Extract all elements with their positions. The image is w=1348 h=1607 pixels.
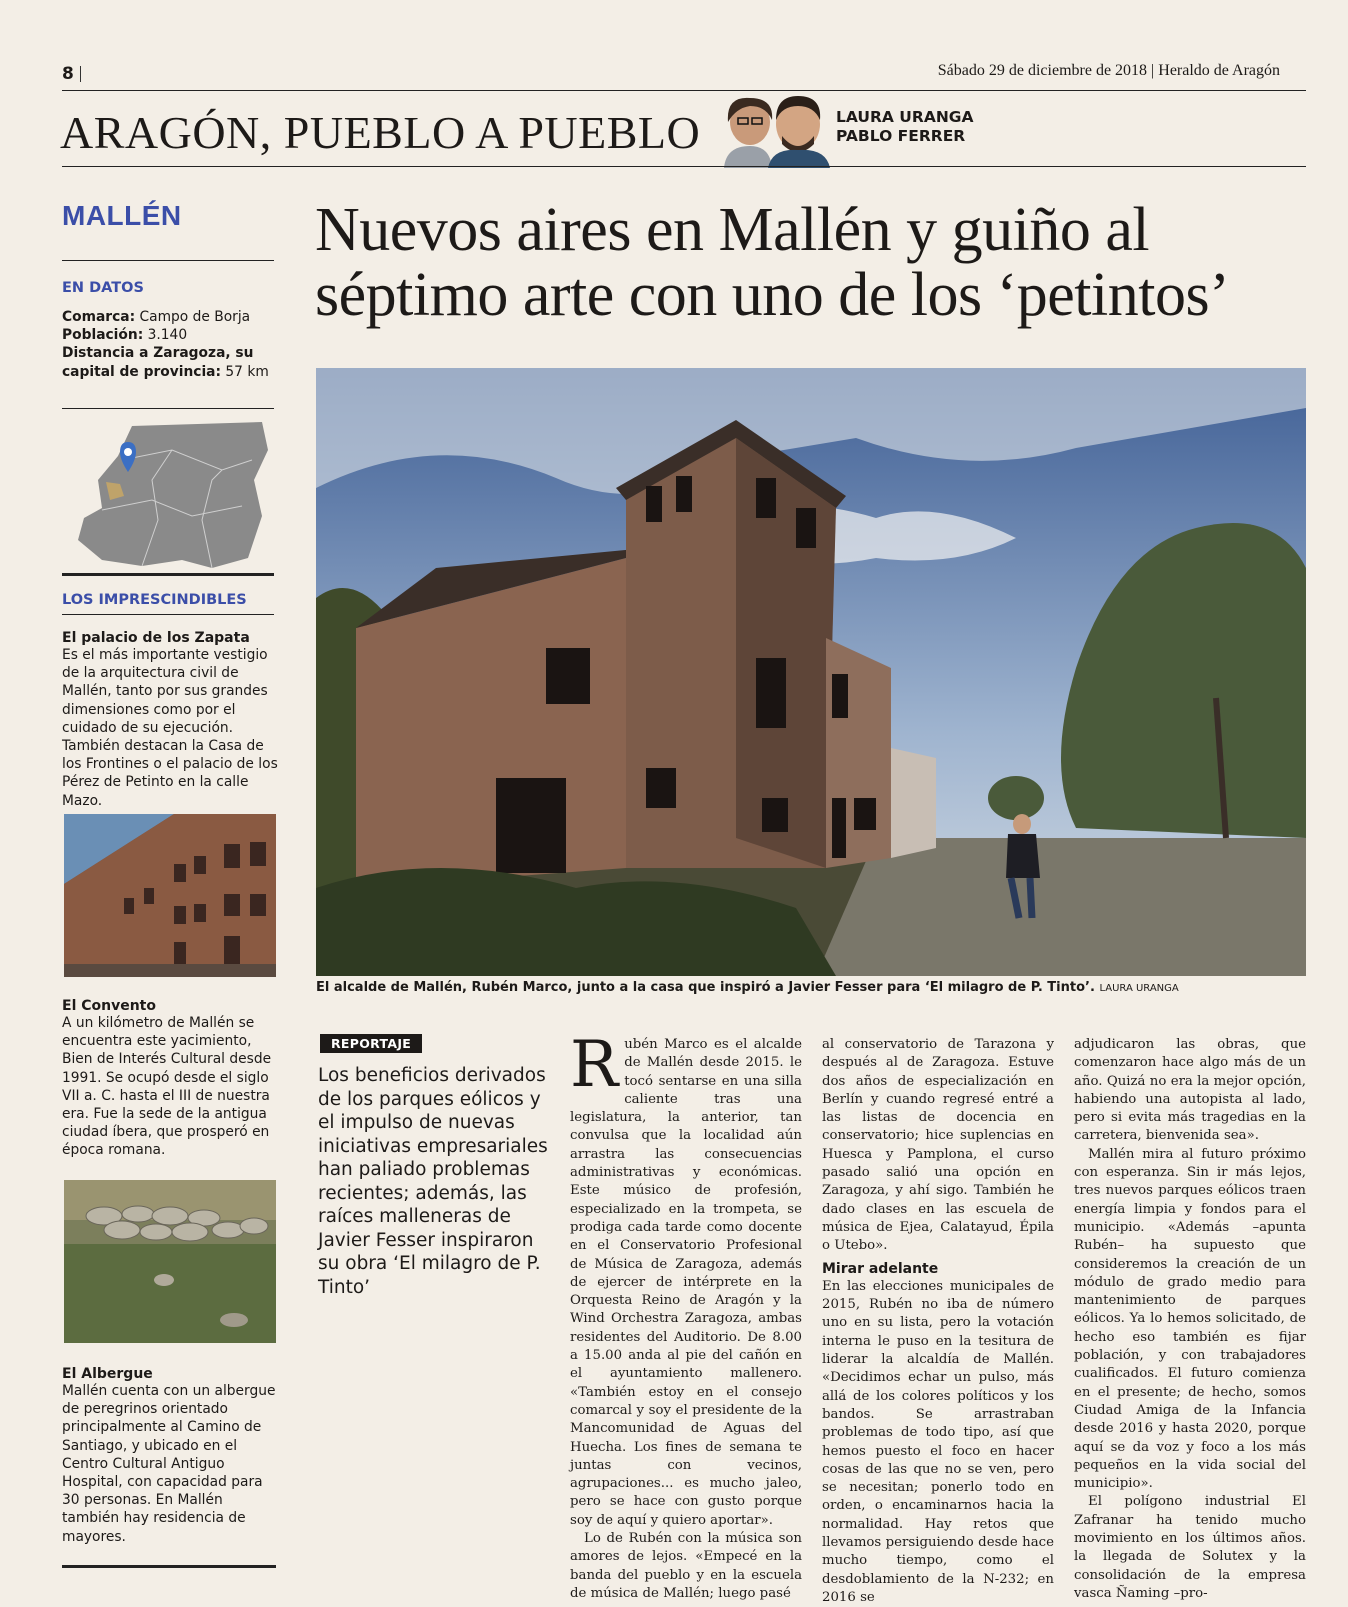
article-column-1 xyxy=(570,1028,802,1603)
paragraph: adjudicaron las obras, que comenzaron hace algo más de un año. Quizá no era la mejor opción, habiendo una autopista al lado, pero si evita más tragedias en la carretera, bienvenida sea». xyxy=(1074,1037,1306,1144)
article-column-2 xyxy=(822,1036,1054,1607)
locator-map xyxy=(62,420,276,572)
convento-photo xyxy=(64,1180,276,1343)
author-name: LAURA URANGA xyxy=(836,108,974,126)
drop-cap: R xyxy=(570,1028,619,1102)
palacio-photo xyxy=(64,814,276,977)
sidebar-item-text: Mallén cuenta con un albergue de peregrinos orientado principalmente al Camino de Santiago, y ubicado en el Centro Cultural Antiguo Hospital, con capacidad para 30 personas. En Mallén también hay residencia de mayores. xyxy=(62,1383,276,1545)
photo-credit: LAURA URANGA xyxy=(1099,983,1179,994)
datos-block xyxy=(62,308,276,381)
imprescindibles-label: LOS IMPRESCINDIBLES xyxy=(62,592,247,608)
paragraph: Lo de Rubén con la música son amores de lejos. «Empecé en la banda del pueblo y en la escuela de música de Mallén; luego pasé xyxy=(570,1531,802,1601)
comarca-value: Campo de Borja xyxy=(135,309,251,325)
section-title: ARAGÓN, PUEBLO A PUEBLO xyxy=(60,107,701,158)
headline: Nuevos aires en Mallén y guiño al séptimo arte con uno de los ‘petintos’ xyxy=(315,196,1230,329)
caption-text: El alcalde de Mallén, Rubén Marco, junto a la casa que inspiró a Javier Fesser para ‘El milagro de P. Tinto’. xyxy=(316,980,1095,995)
lead-text: Los beneficios derivados de los parques eólicos y el impulso de nuevas iniciativas empresariales han paliado problemas recientes; además, las raíces malleneras de Javier Fesser inspiraron su obra ‘El milagro de P. Tinto’ xyxy=(318,1065,548,1298)
distancia-label: Distancia a Zaragoza, su capital de provincia: xyxy=(62,345,254,380)
poblacion-value: 3.140 xyxy=(143,327,188,344)
distancia-value: 57 km xyxy=(221,363,269,380)
poblacion-label: Población: xyxy=(62,327,144,344)
comarca-label: Comarca: xyxy=(62,309,136,325)
top-rule xyxy=(62,90,1306,91)
sidebar-item xyxy=(62,1366,278,1546)
page-number: 8 xyxy=(62,64,74,84)
paragraph: En las elecciones municipales de 2015, Rubén no iba de número uno en su lista, pero la votación interna le puso en la tesitura de liderar la alcaldía de Mallén. «Decidimos echar un pulso, más allá de los colores políticos y los bandos. Se arrastraban problemas de todo tipo, así que hemos puesto el foco en hacer cosas de las que no se ven, pero se necesitan; ponerlo todo en orden, o encaminarnos hacia la normalidad. Hay retos que llevamos persiguiendo desde hace mucho tiempo, como el desdoblamiento de la N-232; en 2016 se xyxy=(822,1278,1054,1605)
main-photo xyxy=(316,368,1306,976)
section-tag: REPORTAJE xyxy=(320,1034,422,1053)
paragraph: El polígono industrial El Zafranar ha tenido mucho movimiento en los últimos años. la llegada de Solutex y la consolidación de la empresa vasca Ñaming –pro- xyxy=(1074,1494,1306,1601)
authors xyxy=(836,108,974,146)
sidebar-item-title: El Convento xyxy=(62,998,156,1014)
author-portraits xyxy=(716,94,834,168)
article-column-3 xyxy=(1074,1036,1306,1603)
photo-caption xyxy=(316,980,1179,995)
sidebar-item-title: El palacio de los Zapata xyxy=(62,630,250,646)
sidebar-bottom-rule xyxy=(62,1565,276,1568)
sidebar-item-text: Es el más importante vestigio de la arquitectura civil de Mallén, tanto por sus grandes dimensiones como por el cuidado de su ejecución. También destacan la Casa de los Frontines o el palacio de los Pérez de Petinto en la calle Mazo. xyxy=(62,647,278,809)
datos-label: EN DATOS xyxy=(62,280,144,296)
sidebar-item xyxy=(62,630,278,810)
sidebar-rule xyxy=(62,614,274,615)
sidebar-item-text: A un kilómetro de Mallén se encuentra este yacimiento, Bien de Interés Cultural desde 1991. Se ocupó desde el siglo VII a. C. hasta el III de nuestra era. Fue la sede de la antigua ciudad íbera, que prosperó en época romana. xyxy=(62,1015,272,1159)
subhead: Mirar adelante xyxy=(822,1260,939,1277)
sidebar-rule xyxy=(62,260,274,261)
author-name: PABLO FERRER xyxy=(836,127,966,145)
paragraph: Mallén mira al futuro próximo con esperanza. Sin ir más lejos, tres nuevos parques eólicos traen energía limpia y fondos para el municipio. «Además –apunta Rubén– ha supuesto que consideremos la creación de un módulo de grado medio para mantenimiento de parques eólicos. Ya lo hemos solicitado, de hecho eso también es fijar población, y con trabajadores cualificados. El futuro comienza en el presente; de hecho, somos Ciudad Amiga de la Infancia desde 2016 y hasta 2020, porque aquí se da voz y foco a los más pequeños en la vida social del municipio». xyxy=(1074,1146,1306,1492)
header-rule xyxy=(62,166,1306,167)
sidebar-item-title: El Albergue xyxy=(62,1366,153,1382)
date-line: Sábado 29 de diciembre de 2018 | Heraldo de Aragón xyxy=(937,62,1280,79)
paragraph: al conservatorio de Tarazona y después al de Zaragoza. Estuve dos años de especialización en Berlín y cuando regresé entré a las listas de docencia en conservatorio; hice suplencias en Huesca y Pamplona, el curso pasado salió una opción en Zaragoza, y ahí sigo. También he dado clases en las escuela de música de Ejea, Calatayud, Épila o Utebo». xyxy=(822,1037,1054,1254)
sidebar-item xyxy=(62,998,278,1160)
page-number-divider xyxy=(80,66,81,82)
sidebar-rule xyxy=(62,408,274,409)
town-name: MALLÉN xyxy=(62,200,182,231)
paragraph: ubén Marco es el alcalde de Mallén desde 2015. le tocó sentarse en una silla caliente tras una legislatura, la anterior, tan convulsa que la localidad aún arrastra las consecuencias administrativas y económicas. Este músico de profesión, especializado en la trompeta, se prodiga cada tarde como docente en el Conservatorio Profesional de Música de Zaragoza, además de ejercer de intérprete en la Orquesta Reino de Aragón y la Wind Orchestra Zaragoza, ambas residentes del Auditorio. De 8.00 a 15.00 anda al pie del cañón en el ayuntamiento mallenero. «También estoy en el consejo comarcal y soy el presidente de la Mancomunidad de Aguas del Huecha. Los fines de semana te juntas con vecinos, agrupaciones... es mucho jaleo, pero se hace con gusto porque soy de aquí y quiero aportar». xyxy=(570,1037,802,1528)
sidebar-thick-rule xyxy=(62,573,274,576)
